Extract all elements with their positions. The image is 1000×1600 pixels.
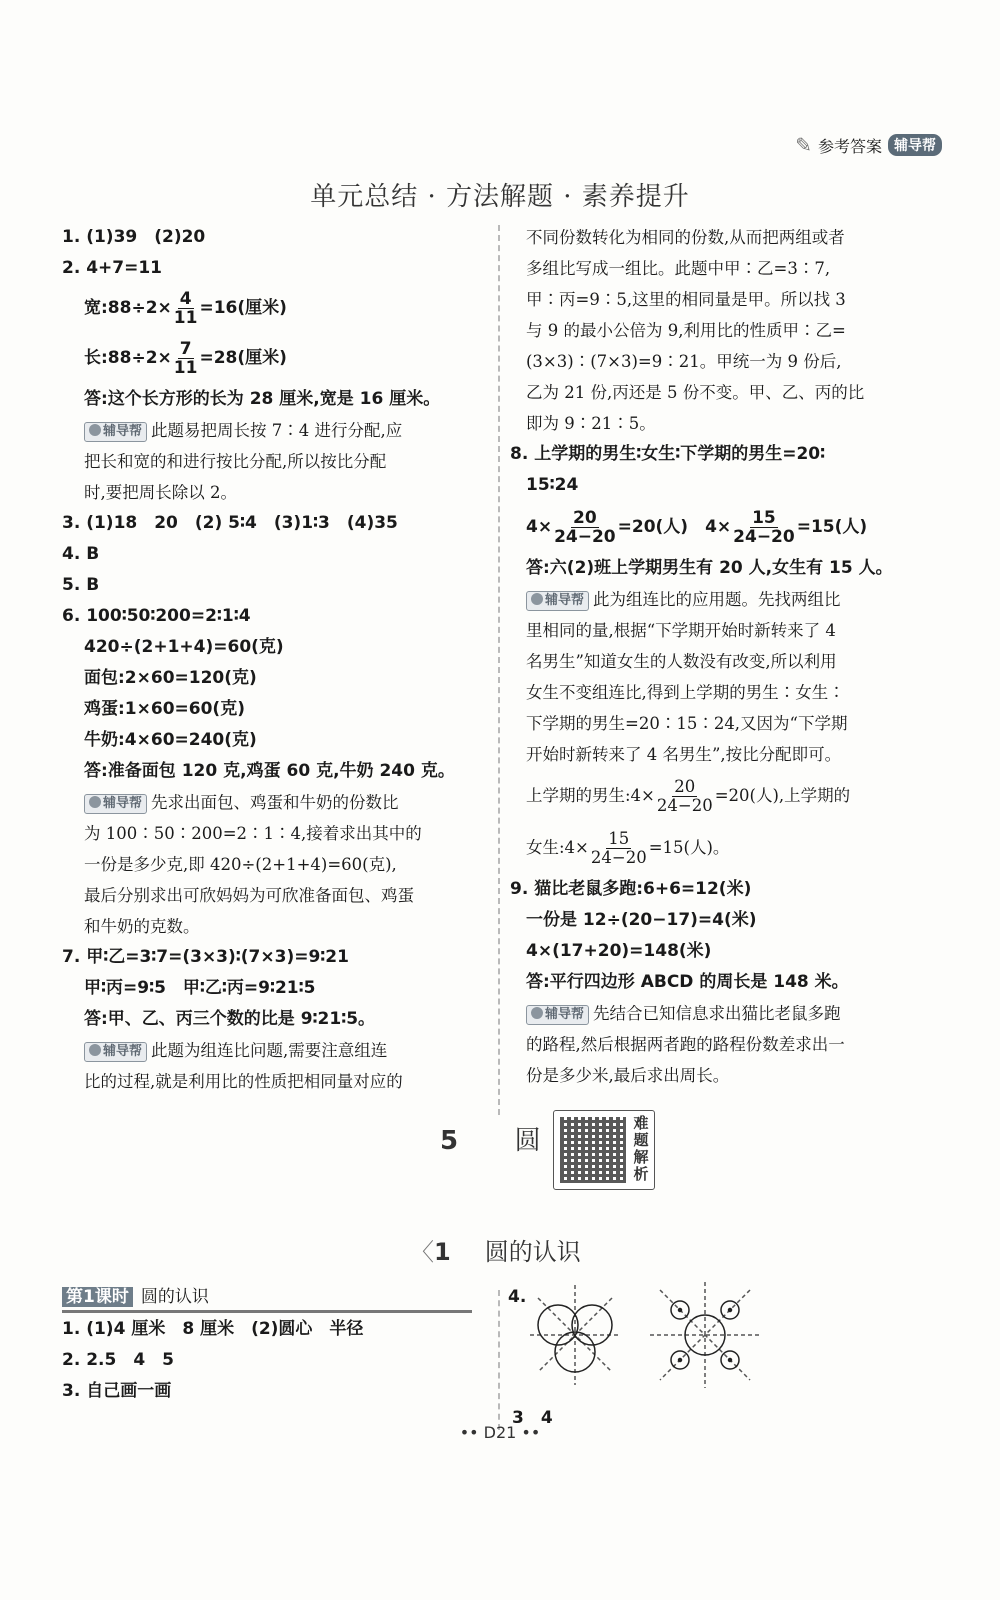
- help-text: 开始时新转来了 4 名男生”,按比分配即可。: [526, 745, 842, 764]
- answer-2-conclusion: 答:这个长方形的长为 28 厘米,宽是 16 厘米。: [84, 389, 441, 409]
- answer-6-line: 鸡蛋:1×60=60(克): [84, 699, 245, 719]
- answer-1: 1. (1)39 (2)20: [62, 227, 206, 247]
- chapter-heading: [440, 1120, 541, 1157]
- help-text: 此题易把周长按 7∶4 进行分配,应: [151, 421, 403, 440]
- answer-5: 5. B: [62, 575, 100, 595]
- column-divider: [498, 1290, 500, 1430]
- fraction-denominator: 24−20: [733, 526, 795, 547]
- help-badge-label: 辅导帮: [103, 424, 143, 439]
- fraction-numerator: 15: [752, 507, 776, 528]
- fraction: [554, 509, 616, 546]
- subsection-title: 圆的认识: [484, 1238, 581, 1266]
- help-text: 名男生”知道女生的人数没有改变,所以利用: [526, 652, 837, 671]
- answer-4: 4. B: [62, 544, 100, 564]
- answer-8-calc: [510, 501, 950, 553]
- figure-answer-label: 4.: [508, 1287, 527, 1307]
- help-badge: [526, 591, 589, 611]
- help-badge: [84, 794, 147, 814]
- answer-9: 9. 猫比老鼠多跑:6+6=12(米): [510, 879, 752, 899]
- right-column: [510, 222, 950, 1091]
- fraction-numerator: 15: [608, 829, 630, 848]
- help-text: (3×3)∶(7×3)=9∶21。甲统一为 9 份后,: [526, 352, 842, 371]
- help-calc-boys: [510, 770, 950, 822]
- answer-6-line: 牛奶:4×60=240(克): [84, 730, 257, 750]
- help-badge-label: 辅导帮: [545, 593, 585, 608]
- help-note-6: [62, 787, 492, 818]
- calc-text: 4×: [526, 517, 553, 537]
- answer-9-line: 一份是 12÷(20−17)=4(米): [526, 910, 757, 930]
- answer-key-badge: 辅导帮: [888, 134, 942, 156]
- subsection-number: 1: [434, 1238, 451, 1266]
- column-divider: [498, 225, 500, 1115]
- fraction-numerator: 20: [573, 507, 597, 528]
- answer-7-conclusion: 答:甲、乙、丙三个数的比是 9∶21∶5。: [84, 1009, 376, 1029]
- three-circles-figure: [530, 1285, 620, 1385]
- fraction-denominator: 24−20: [554, 526, 616, 547]
- lesson-answers: [62, 1314, 482, 1407]
- helper-icon: [89, 424, 101, 436]
- fraction: [733, 509, 795, 546]
- help-text: 女生不变组连比,得到上学期的男生∶女生∶: [526, 683, 845, 702]
- fraction-denominator: 24−20: [656, 796, 713, 815]
- help-note-7: [62, 1035, 492, 1066]
- fraction-denominator: 11: [173, 357, 198, 378]
- help-text: 比的过程,就是利用比的性质把相同量对应的: [84, 1072, 403, 1091]
- chapter-title: 圆: [514, 1126, 541, 1156]
- answer-key-tag: [795, 133, 942, 157]
- answer-8: 8. 上学期的男生∶女生∶下学期的男生=20∶: [510, 444, 826, 464]
- answer-9-conclusion: 答:平行四边形 ABCD 的周长是 148 米。: [526, 972, 849, 992]
- help-text: 最后分别求出可欣妈妈为可欣准备面包、鸡蛋: [84, 886, 414, 905]
- help-text: 多组比写成一组比。此题中甲∶乙=3∶7,: [526, 259, 831, 278]
- page-number: •• D21 ••: [459, 1423, 541, 1442]
- help-text: =15(人)。: [648, 838, 730, 857]
- help-text: 的路程,然后根据两者跑的路程份数差求出一: [526, 1035, 845, 1054]
- help-badge-label: 辅导帮: [545, 1007, 585, 1022]
- calc-text: =15(人): [796, 517, 868, 537]
- width-calc-text: 宽:88÷2×: [84, 298, 172, 318]
- answer-2-width: [62, 284, 492, 332]
- five-circles-figure: [650, 1282, 760, 1388]
- help-text: 甲∶丙=9∶5,这里的相同量是甲。所以找 3: [526, 290, 846, 309]
- helper-icon: [531, 593, 543, 605]
- help-badge-label: 辅导帮: [103, 796, 143, 811]
- help-text: 先结合已知信息求出猫比老鼠多跑: [593, 1004, 841, 1023]
- help-text: 乙为 21 份,丙还是 5 份不变。甲、乙、丙的比: [526, 383, 865, 402]
- lesson-title: 圆的认识: [140, 1287, 209, 1307]
- fraction: [657, 778, 713, 815]
- qr-code-card[interactable]: [553, 1110, 655, 1190]
- answer-8-line: 15∶24: [526, 475, 579, 495]
- help-text: 把长和宽的和进行按比分配,所以按比分配: [84, 452, 387, 471]
- lesson-header: [62, 1284, 472, 1313]
- answer-2: 2. 4+7=11: [62, 258, 163, 278]
- answer-7: 7. 甲∶乙=3∶7=(3×3)∶(7×3)=9∶21: [62, 947, 349, 967]
- help-text: 一份是多少克,即 420÷(2+1+4)=60(克),: [84, 855, 397, 874]
- answer-6-line: 420÷(2+1+4)=60(克): [84, 637, 284, 657]
- fraction-denominator: 11: [173, 307, 198, 328]
- lesson-tag: 第1课时: [62, 1287, 133, 1307]
- fraction-numerator: 7: [179, 338, 192, 359]
- help-calc-girls: [510, 822, 950, 874]
- help-text: 此为组连比的应用题。先找两组比: [593, 590, 841, 609]
- help-text: 先求出面包、鸡蛋和牛奶的份数比: [151, 793, 399, 812]
- help-text: =20(人),上学期的: [714, 786, 851, 805]
- help-text: 和牛奶的克数。: [84, 917, 200, 936]
- subsection-heading: [410, 1232, 581, 1267]
- help-badge: [526, 1005, 589, 1025]
- fraction: [174, 340, 198, 377]
- fraction: [591, 830, 647, 867]
- figure-answer-counts: 3 4: [512, 1408, 553, 1428]
- help-badge: [84, 1042, 147, 1062]
- help-text: 与 9 的最小公倍为 9,利用比的性质甲∶乙=: [526, 321, 846, 340]
- width-result: =16(厘米): [199, 298, 287, 318]
- answer-9-line: 4×(17+20)=148(米): [526, 941, 712, 961]
- answer-6-line: 面包:2×60=120(克): [84, 668, 257, 688]
- pencil-icon: ✎: [795, 133, 812, 157]
- answer-8-conclusion: 答:六(2)班上学期男生有 20 人,女生有 15 人。: [526, 558, 893, 578]
- lesson-answer-1: 1. (1)4 厘米 8 厘米 (2)圆心 半径: [62, 1319, 364, 1339]
- chevron-left-icon: 〈: [410, 1238, 434, 1266]
- help-badge-label: 辅导帮: [103, 1044, 143, 1059]
- qr-code-label: 难题解析: [633, 1114, 649, 1183]
- helper-icon: [89, 796, 101, 808]
- help-text: 里相同的量,根据“下学期开始时新转来了 4: [526, 621, 836, 640]
- length-calc-text: 长:88÷2×: [84, 348, 172, 368]
- help-text: 为 100∶50∶200=2∶1∶4,接着求出其中的: [84, 824, 422, 843]
- help-text: 下学期的男生=20∶15∶24,又因为“下学期: [526, 714, 848, 733]
- help-text: 即为 9∶21∶5。: [526, 414, 656, 433]
- calc-text: =20(人) 4×: [617, 517, 732, 537]
- fraction-numerator: 4: [179, 288, 192, 309]
- circle-figures: [520, 1280, 760, 1390]
- help-text: 不同份数转化为相同的份数,从而把两组或者: [526, 228, 845, 247]
- qr-code-icon[interactable]: [560, 1117, 626, 1183]
- answer-6-conclusion: 答:准备面包 120 克,鸡蛋 60 克,牛奶 240 克。: [84, 761, 455, 781]
- help-text: 时,要把周长除以 2。: [84, 483, 237, 502]
- fraction: [174, 290, 198, 327]
- help-badge: [84, 422, 147, 442]
- help-text: 份是多少米,最后求出周长。: [526, 1066, 730, 1085]
- answer-key-label: 参考答案: [817, 136, 882, 156]
- helper-icon: [531, 1007, 543, 1019]
- fraction-numerator: 20: [674, 777, 696, 796]
- lesson-answer-3: 3. 自己画一画: [62, 1381, 172, 1401]
- help-note-2: [62, 415, 492, 446]
- fraction-denominator: 24−20: [590, 848, 647, 867]
- section-title: 单元总结 · 方法解题 · 素养提升: [310, 182, 690, 212]
- lesson-answer-2: 2. 2.5 4 5: [62, 1350, 174, 1370]
- chapter-number: 5: [440, 1126, 459, 1156]
- length-result: =28(厘米): [199, 348, 287, 368]
- help-note-8: [510, 584, 950, 615]
- answer-2-length: [62, 332, 492, 384]
- help-text: 上学期的男生:4×: [526, 786, 655, 805]
- answer-6: 6. 100∶50∶200=2∶1∶4: [62, 606, 251, 626]
- help-text: 此题为组连比问题,需要注意组连: [151, 1041, 388, 1060]
- help-text: 女生:4×: [526, 838, 589, 857]
- answer-7-line: 甲∶丙=9∶5 甲∶乙∶丙=9∶21∶5: [84, 978, 316, 998]
- helper-icon: [89, 1044, 101, 1056]
- help-note-9: [510, 998, 950, 1029]
- left-column: [62, 222, 492, 1097]
- answer-3: 3. (1)18 20 (2) 5∶4 (3)1∶3 (4)35: [62, 513, 398, 533]
